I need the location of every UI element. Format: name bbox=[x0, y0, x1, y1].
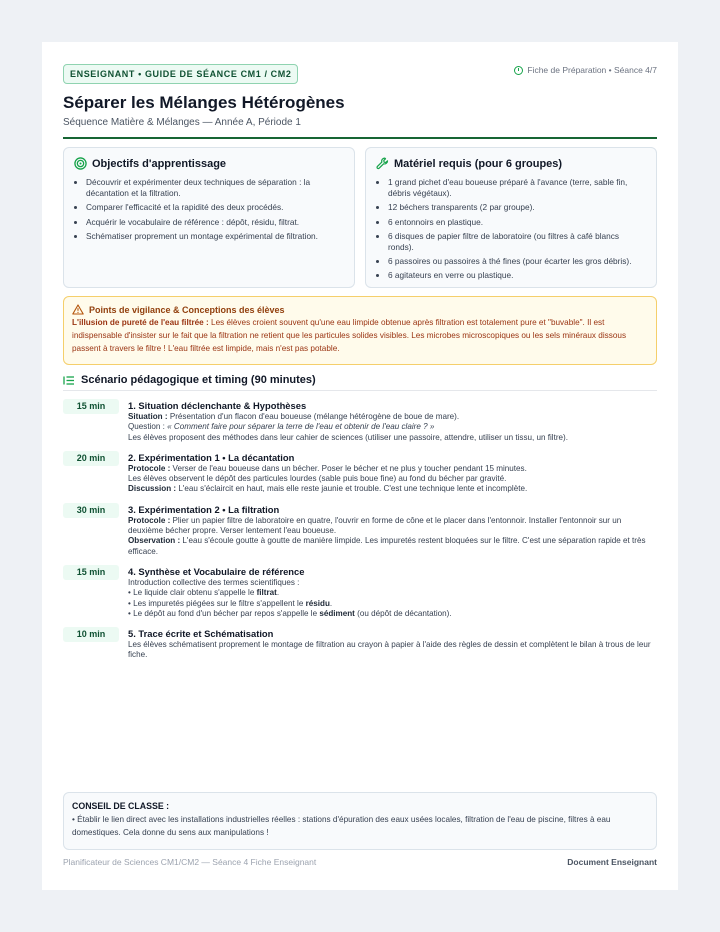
vocab-term: sédiment bbox=[319, 608, 355, 618]
step-title: 5. Trace écrite et Schématisation bbox=[128, 628, 274, 640]
step-line-text: . bbox=[276, 588, 280, 598]
scenario-step bbox=[63, 503, 657, 557]
fiche-label bbox=[514, 65, 657, 75]
step-line-label: Observation : bbox=[128, 536, 181, 546]
step-line-text: « Comment faire pour séparer la terre de l'eau et obtenir de l'eau claire ? » bbox=[164, 422, 435, 432]
step-title: 2. Expérimentation 1 • La décantation bbox=[128, 451, 295, 463]
list-item: • Schématiser proprement un montage expérimental de filtration. bbox=[86, 231, 344, 242]
conseil-title: CONSEIL DE CLASSE : bbox=[72, 801, 170, 811]
step-body bbox=[128, 399, 657, 443]
conseil-box bbox=[63, 792, 657, 850]
objectives-title: Objectifs d'apprentissage bbox=[92, 157, 227, 170]
info-clock-icon bbox=[514, 66, 523, 75]
step-duration: 15 min bbox=[63, 565, 119, 580]
step-line bbox=[128, 464, 657, 474]
step-line bbox=[128, 536, 657, 557]
step-line-text: Présentation d'un flacon d'eau boueuse (mélange hétérogène de boue de mare). bbox=[167, 412, 460, 421]
target-icon bbox=[74, 157, 87, 170]
step-line bbox=[128, 422, 657, 432]
step-line bbox=[128, 599, 657, 609]
step-body bbox=[128, 503, 657, 557]
header-badge: ENSEIGNANT • GUIDE DE SÉANCE CM1 / CM2 bbox=[63, 64, 298, 84]
footer-right: Document Enseignant bbox=[567, 857, 657, 867]
list-item: • Découvrir et expérimenter deux techniques de séparation : la décantation et la filtration. bbox=[86, 177, 344, 199]
vigilance-header bbox=[72, 304, 648, 315]
list-item: • 6 entonnoirs en plastique. bbox=[388, 217, 646, 228]
vigilance-body: Les élèves croient souvent qu'une eau limpide obtenue après filtration est totalement pure et "buvable". Il est indispensable d'insister sur le fait que la filtration ne retient que les particules solides visibles. Les microbes microscopiques ou les sels minéraux dissous passent à travers le filtre ! L'eau filtrée est limpide, mais n'est pas potable. bbox=[72, 318, 627, 353]
list-item: • 6 agitateurs en verre ou plastique. bbox=[388, 270, 646, 281]
step-line-text: Verser de l'eau boueuse dans un bécher. Poser le bécher et ne plus y toucher pendant 15 minutes. bbox=[170, 463, 527, 473]
wrench-icon bbox=[376, 157, 389, 170]
page-footer bbox=[63, 857, 657, 867]
step-body bbox=[128, 565, 657, 619]
materials-header bbox=[376, 157, 646, 170]
header-top bbox=[63, 64, 657, 84]
step-line bbox=[128, 412, 657, 422]
step-duration: 20 min bbox=[63, 451, 119, 466]
step-line-text: Plier un papier filtre de laboratoire en quatre, l'ouvrir en forme de cône et le placer dans l'entonnoir. Installer l'entonnoir sur un deuxième bécher propre. Verser lentement l'eau boueuse. bbox=[128, 515, 622, 536]
step-line-label: Protocole : bbox=[128, 463, 171, 473]
vigilance-lead: L'illusion de pureté de l'eau filtrée : bbox=[72, 318, 209, 327]
list-icon bbox=[63, 375, 75, 386]
step-duration: 10 min bbox=[63, 627, 119, 642]
scenario-divider bbox=[63, 390, 657, 391]
vigilance-title: Points de vigilance & Conceptions des élèves bbox=[89, 304, 285, 315]
list-item: • 12 béchers transparents (2 par groupe). bbox=[388, 202, 646, 213]
step-title: 1. Situation déclenchante & Hypothèses bbox=[128, 400, 307, 411]
scenario-step bbox=[63, 399, 657, 443]
step-body bbox=[128, 627, 657, 661]
step-duration: 15 min bbox=[63, 399, 119, 414]
step-line-label: Situation : bbox=[128, 412, 168, 421]
header-divider bbox=[63, 137, 657, 139]
vocab-term: résidu bbox=[305, 598, 330, 608]
vocab-term: filtrat bbox=[256, 588, 277, 598]
materials-title: Matériel requis (pour 6 groupes) bbox=[394, 157, 563, 170]
list-item: • 6 passoires ou passoires à thé fines (pour écarter les gros débris). bbox=[388, 256, 646, 267]
step-line-text: . bbox=[329, 598, 333, 608]
fiche-label-text: Fiche de Préparation • Séance 4/7 bbox=[527, 65, 657, 75]
vigilance-text bbox=[72, 317, 648, 355]
step-line-label: Discussion : bbox=[128, 484, 177, 494]
step-body bbox=[128, 451, 657, 495]
step-line bbox=[128, 484, 657, 494]
step-line: Introduction collective des termes scientifiques : bbox=[128, 577, 300, 587]
step-line-label: Protocole : bbox=[128, 515, 171, 525]
list-item: • Comparer l'efficacité et la rapidité des deux procédés. bbox=[86, 202, 344, 213]
materials-card bbox=[365, 147, 657, 288]
step-line: Les élèves schématisent proprement le montage de filtration au crayon à papier à l'aide des règles de dessin et complètent le bilan à trous de leur fiche. bbox=[128, 640, 651, 660]
step-line-text: L'eau s'écoule goutte à goutte de manière limpide. Les impuretés restent bloquées sur le filtre. C'est une séparation rapide et très efficace. bbox=[128, 536, 646, 556]
warning-triangle-icon bbox=[72, 304, 84, 315]
step-line bbox=[128, 609, 657, 619]
info-cards bbox=[63, 147, 657, 288]
step-line-text: L'eau s'éclaircit en haut, mais elle reste jaunie et trouble. C'est une technique lente et incomplète. bbox=[176, 484, 528, 494]
materials-list bbox=[376, 177, 646, 282]
conseil-text: • Établir le lien direct avec les installations industrielles réelles : stations d'épuration des eaux usées locales, filtration de l'eau de piscine, filtres à eau domestiques. Cela donne du sens aux manipulations ! bbox=[72, 815, 611, 838]
step-line-text: • Le dépôt au fond d'un bécher par repos s'appelle le bbox=[128, 608, 320, 618]
step-line bbox=[128, 516, 657, 537]
step-title: 3. Expérimentation 2 • La filtration bbox=[128, 503, 280, 515]
list-item: • 1 grand pichet d'eau boueuse préparé à l'avance (terre, sable fin, débris végétaux). bbox=[388, 177, 646, 199]
scenario-step bbox=[63, 451, 657, 495]
vigilance-box bbox=[63, 296, 657, 365]
scenario-header bbox=[63, 374, 657, 386]
page-title: Séparer les Mélanges Hétérogènes bbox=[63, 93, 345, 112]
step-line: Les élèves proposent des méthodes dans leur cahier de sciences (utiliser une passoire, attendre, utiliser un tissu, un filtre). bbox=[128, 432, 568, 442]
objectives-list bbox=[74, 177, 344, 242]
page bbox=[42, 42, 678, 890]
scenario-title: Scénario pédagogique et timing (90 minutes) bbox=[81, 374, 316, 386]
footer-left: Planificateur de Sciences CM1/CM2 — Séance 4 Fiche Enseignant bbox=[63, 857, 317, 867]
scenario-step bbox=[63, 565, 657, 619]
objectives-header bbox=[74, 157, 344, 170]
step-duration: 30 min bbox=[63, 503, 119, 518]
step-line bbox=[128, 588, 657, 598]
list-item: • 6 disques de papier filtre de laboratoire (ou filtres à café blancs ronds). bbox=[388, 231, 646, 253]
step-line: Les élèves observent le dépôt des particules lourdes (sable puis boue fine) au fond du bécher par gravité. bbox=[128, 474, 507, 484]
step-line-text: • Les impuretés piégées sur le filtre s'appellent le bbox=[128, 598, 306, 608]
step-line-label: Question : bbox=[128, 422, 165, 432]
scenario-step bbox=[63, 627, 657, 661]
step-title: 4. Synthèse et Vocabulaire de référence bbox=[128, 565, 305, 577]
step-line-text: (ou dépôt de décantation). bbox=[354, 608, 452, 618]
page-subtitle: Séquence Matière & Mélanges — Année A, Période 1 bbox=[63, 117, 301, 128]
list-item: • Acquérir le vocabulaire de référence : dépôt, résidu, filtrat. bbox=[86, 217, 344, 228]
step-line-text: • Le liquide clair obtenu s'appelle le bbox=[128, 588, 257, 598]
objectives-card bbox=[63, 147, 355, 288]
